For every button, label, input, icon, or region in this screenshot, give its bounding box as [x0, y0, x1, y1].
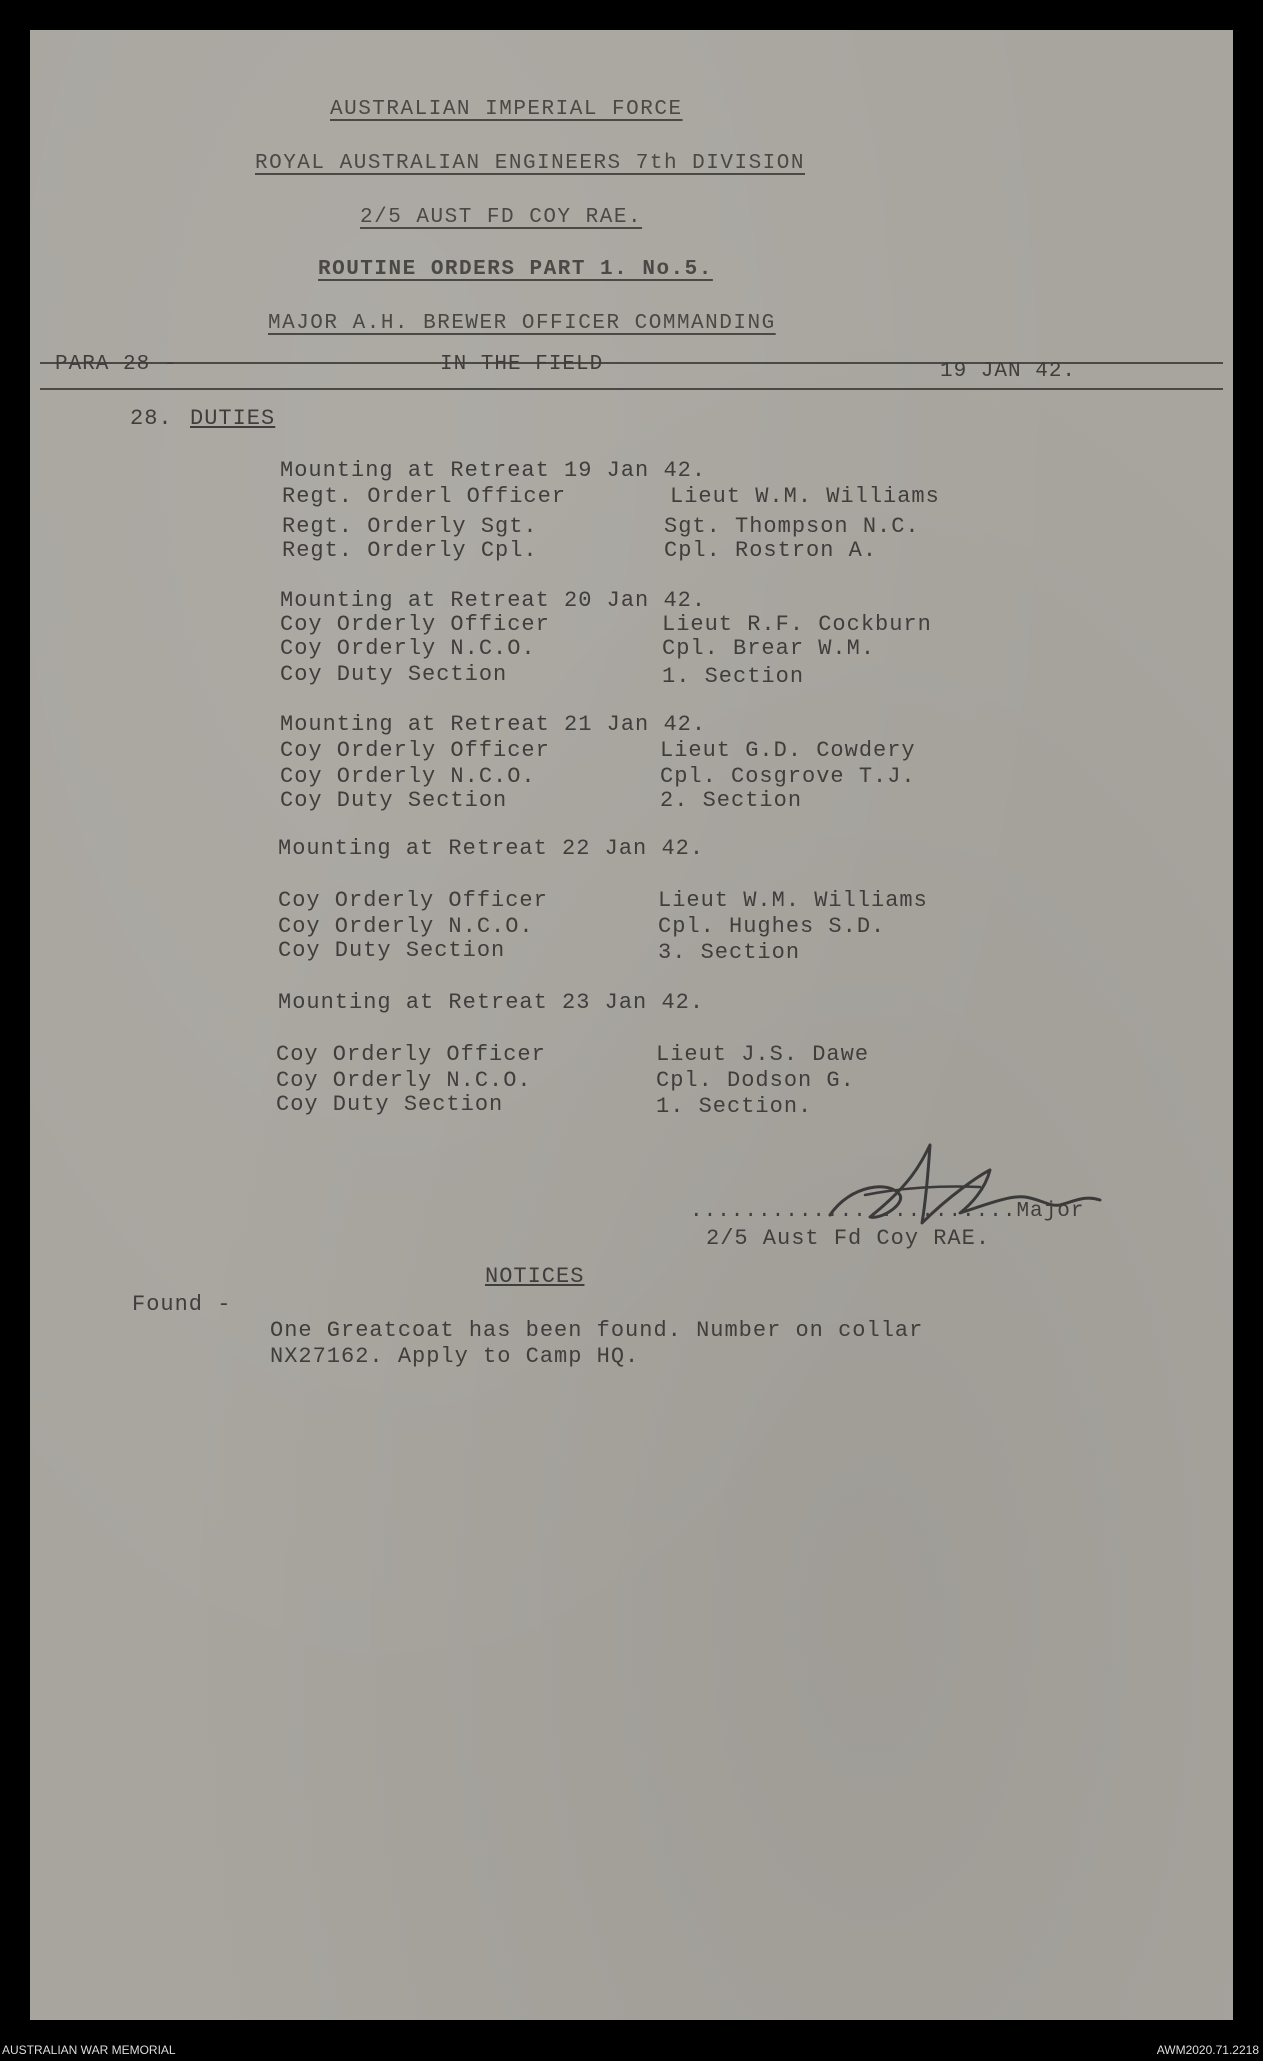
footer-catalogue-id: AWM2020.71.2218	[1156, 2043, 1259, 2057]
block-2-role-3: Coy Duty Section	[280, 662, 508, 687]
block-5-role-2: Coy Orderly N.C.O.	[276, 1068, 532, 1093]
block-3-role-2: Coy Orderly N.C.O.	[280, 764, 536, 789]
notice-line-1: One Greatcoat has been found. Number on collar	[270, 1318, 924, 1343]
block-4-name-1: Lieut W.M. Williams	[658, 888, 928, 913]
block-1-name-2: Sgt. Thompson N.C.	[664, 514, 920, 539]
rule-bottom	[40, 388, 1223, 390]
block-5-name-1: Lieut J.S. Dawe	[656, 1042, 870, 1067]
block-4-role-2: Coy Orderly N.C.O.	[278, 914, 534, 939]
block-3-name-1: Lieut G.D. Cowdery	[660, 738, 916, 763]
block-2-name-1: Lieut R.F. Cockburn	[662, 612, 932, 637]
block-3-name-2: Cpl. Cosgrove T.J.	[660, 764, 916, 789]
block-2-role-1: Coy Orderly Officer	[280, 612, 550, 637]
block-5-name-3: 1. Section.	[656, 1094, 813, 1119]
block-4-name-2: Cpl. Hughes S.D.	[658, 914, 886, 939]
header-line-5: MAJOR A.H. BREWER OFFICER COMMANDING	[268, 312, 776, 335]
block-4-role-3: Coy Duty Section	[278, 938, 506, 963]
signature-unit: 2/5 Aust Fd Coy RAE.	[706, 1226, 991, 1251]
block-2-role-2: Coy Orderly N.C.O.	[280, 636, 536, 661]
block-1-role-1: Regt. Orderl Officer	[282, 484, 567, 509]
block-5-role-1: Coy Orderly Officer	[276, 1042, 546, 1067]
block-1-name-1: Lieut W.M. Williams	[670, 484, 940, 509]
block-3-title: Mounting at Retreat 21 Jan 42.	[280, 712, 707, 737]
footer-institution: AUSTRALIAN WAR MEMORIAL	[2, 2043, 176, 2057]
block-3-name-3: 2. Section	[660, 788, 803, 813]
duties-heading: DUTIES	[190, 406, 276, 431]
duties-number: 28.	[130, 406, 173, 431]
block-4-name-3: 3. Section	[658, 940, 801, 965]
block-1-role-2: Regt. Orderly Sgt.	[282, 514, 538, 539]
block-2-title: Mounting at Retreat 20 Jan 42.	[280, 588, 707, 613]
order-date: 19 JAN 42.	[940, 360, 1077, 383]
block-5-title: Mounting at Retreat 23 Jan 42.	[278, 990, 705, 1015]
block-3-role-1: Coy Orderly Officer	[280, 738, 550, 763]
block-1-name-3: Cpl. Rostron A.	[664, 538, 878, 563]
notice-found-label: Found -	[132, 1292, 232, 1317]
block-5-name-2: Cpl. Dodson G.	[656, 1068, 855, 1093]
header-line-1: AUSTRALIAN IMPERIAL FORCE	[330, 98, 683, 121]
header-line-2: ROYAL AUSTRALIAN ENGINEERS 7th DIVISION	[255, 152, 805, 175]
block-4-role-1: Coy Orderly Officer	[278, 888, 548, 913]
block-4-title: Mounting at Retreat 22 Jan 42.	[278, 836, 705, 861]
header-line-4: ROUTINE ORDERS PART 1. No.5.	[318, 258, 713, 281]
block-5-role-3: Coy Duty Section	[276, 1092, 504, 1117]
block-2-name-2: Cpl. Brear W.M.	[662, 636, 876, 661]
block-2-name-3: 1. Section	[662, 664, 805, 689]
location: IN THE FIELD	[440, 353, 604, 376]
notices-heading: NOTICES	[485, 1264, 585, 1289]
notice-line-2: NX27162. Apply to Camp HQ.	[270, 1344, 640, 1369]
block-1-role-3: Regt. Orderly Cpl.	[282, 538, 538, 563]
header-line-3: 2/5 AUST FD COY RAE.	[360, 206, 643, 229]
block-3-role-3: Coy Duty Section	[280, 788, 508, 813]
para-number: PARA 28 -	[55, 353, 178, 376]
document-page	[30, 30, 1233, 2020]
signature-dotted-line: ........................Major	[690, 1200, 1085, 1223]
block-1-title: Mounting at Retreat 19 Jan 42.	[280, 458, 707, 483]
